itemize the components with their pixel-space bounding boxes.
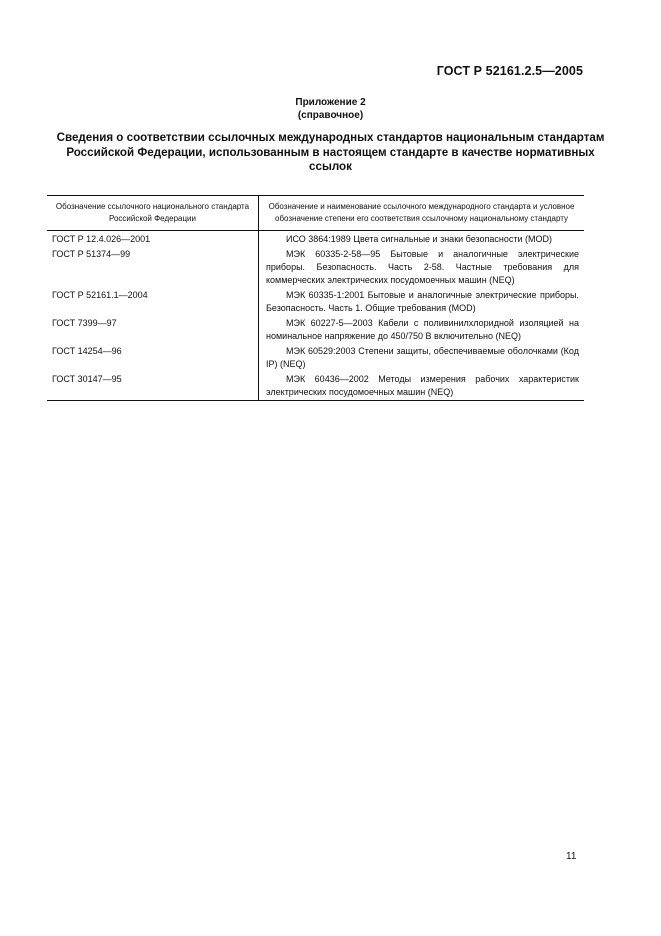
national-standard-cell: ГОСТ Р 51374—99 (47, 246, 259, 287)
title-line: Российской Федерации, использованным в настоящем стандарте в качестве нормативных (66, 145, 595, 159)
national-standard-cell: ГОСТ 14254—96 (47, 343, 259, 371)
national-standard-cell: ГОСТ Р 52161.1—2004 (47, 287, 259, 315)
section-title (48, 131, 613, 175)
table-row (47, 371, 584, 401)
international-standard-cell: МЭК 60335-1:2001 Бытовые и аналогичные электрические приборы. Безопасность. Часть 1. Общие требования (MOD) (266, 290, 579, 313)
annex-heading (0, 96, 661, 122)
national-standard-column-header: Обозначение ссылочного национального стандарта Российской Федерации (47, 196, 259, 231)
page-number: 11 (566, 851, 577, 862)
table-row (47, 315, 584, 343)
table-row (47, 343, 584, 371)
international-standard-cell: МЭК 60436—2002 Методы измерения рабочих характеристик электрических посудомоечных машин (NEQ) (259, 371, 585, 401)
national-standard-cell: ГОСТ 30147—95 (47, 371, 259, 401)
table-row (47, 231, 584, 247)
annex-number: Приложение 2 (295, 97, 366, 108)
table-header-row (47, 196, 584, 231)
table-row (47, 246, 584, 287)
international-standard-cell: МЭК 60529:2003 Степени защиты, обеспечиваемые оболочками (Код IP) (NEQ) (266, 346, 579, 369)
table-row (47, 287, 584, 315)
international-standard-cell: МЭК 60335-2-58—95 Бытовые и аналогичные электрические приборы. Безопасность. Часть 2-58. Частные требования для коммерческих электрических посудомоечных машин (NEQ) (266, 249, 579, 285)
standards-correspondence-table (47, 195, 584, 401)
international-standard-cell: МЭК 60227-5—2003 Кабели с поливинилхлоридной изоляцией на номинальное напряжение до 450/750 В включительно (NEQ) (266, 318, 579, 341)
national-standard-cell: ГОСТ Р 12.4.026—2001 (47, 231, 259, 247)
annex-type: (справочное) (297, 110, 364, 121)
national-standard-cell: ГОСТ 7399—97 (47, 315, 259, 343)
title-line: Сведения о соответствии ссылочных международных стандартов национальным стандартам (56, 131, 605, 144)
international-standard-cell: ИСО 3864:1989 Цвета сигнальные и знаки безопасности (MOD) (286, 234, 553, 244)
title-line: ссылок (309, 160, 352, 173)
international-standard-column-header: Обозначение и наименование ссылочного международного стандарта и условное обозначение степени его соответствия ссылочному национальному стандарту (259, 196, 585, 231)
document-code: ГОСТ Р 52161.2.5—2005 (436, 64, 583, 78)
